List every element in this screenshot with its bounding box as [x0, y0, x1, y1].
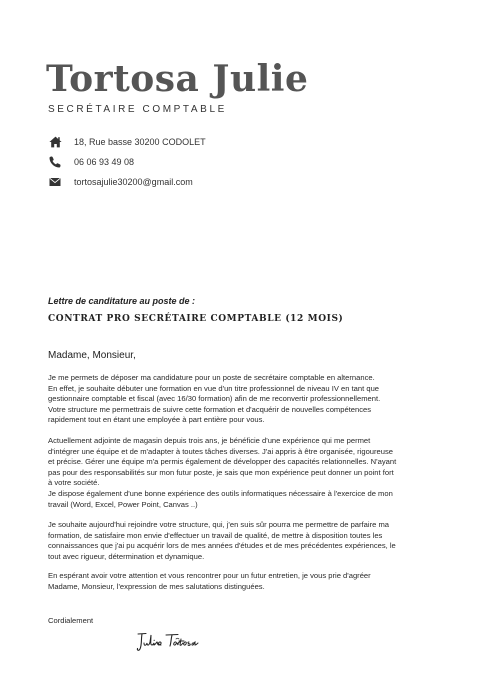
- paragraph-line: formation, de satisfaire mon envie d'effectuer un travail de qualité, de mettre à disposition toutes les: [48, 530, 383, 540]
- paragraph-4: [48, 571, 444, 592]
- paragraph-line: Actuellement adjointe de magasin depuis trois ans, je bénéficie d'une expérience qui me permet: [48, 436, 371, 445]
- paragraph-line: Je souhaite aujourd'hui rejoindre votre structure, qui, j'en suis sûr pourra me permettre de parfaire ma: [48, 520, 389, 529]
- paragraph-line: Madame, Monsieur, l'expression de mes salutations distinguées.: [48, 581, 265, 591]
- paragraph-3: [48, 520, 444, 562]
- paragraph-line: d'intégrer une équipe et de m'adapter à toutes tâches diverses. J'ai appris à être organisée, rigoureuse: [48, 446, 394, 456]
- paragraph-line: Je dispose également d'une bonne expérience des outils informatiques nécessaire à l'exercice de mon: [48, 488, 393, 498]
- mail-icon: [48, 176, 62, 188]
- paragraph-line: Je me permets de déposer ma candidature pour un poste de secrétaire comptable en alternance.: [48, 373, 375, 382]
- signature: [136, 630, 210, 656]
- phone-icon: [48, 156, 62, 168]
- salutation: Madame, Monsieur,: [48, 350, 136, 361]
- job-title: SECRÉTAIRE COMPTABLE: [48, 104, 227, 115]
- position-title: CONTRAT PRO SECRÉTAIRE COMPTABLE (12 MOIS): [48, 314, 344, 324]
- paragraph-2: [48, 436, 444, 510]
- applicant-name: Tortosa Julie: [46, 58, 309, 100]
- paragraph-line: tout avec rigueur, détermination et dynamique.: [48, 551, 205, 561]
- paragraph-line: En effet, je souhaite débuter une formation en vue d'un titre professionnel de niveau IV en tant que: [48, 383, 380, 393]
- address-text: 18, Rue basse 30200 CODOLET: [74, 137, 206, 147]
- phone-text: 06 06 93 49 08: [74, 157, 135, 167]
- email-text: tortosajulie30200@gmail.com: [74, 177, 193, 187]
- letter-intro: Lettre de canditature au poste de :: [48, 296, 196, 306]
- paragraph-line: gestionnaire comptable et fiscal (avec 16/30 formation) afin de me reconvertir professionnellement.: [48, 394, 381, 404]
- paragraph-line: pas pour des responsabilités sur mon futur poste, je sais que mon expérience peut donner un point fort: [48, 467, 394, 477]
- closing: Cordialement: [48, 616, 94, 625]
- paragraph-line: connaissances que j'ai pu acquérir lors de mes années d'études et de mes précédentes expériences, le: [48, 541, 396, 551]
- paragraph-line: à votre société.: [48, 478, 100, 488]
- home-icon: [48, 136, 62, 148]
- paragraph-line: travail (Word, Excel, Power Point, Canvas ..): [48, 499, 198, 509]
- paragraph-line: et précise. Gérer une équipe m'a permis également de développer des capacités relationnelles. N'ayant: [48, 457, 397, 467]
- contact-email: [48, 175, 193, 189]
- paragraph-line: Votre structure me permettrais de suivre cette formation et d'acquérir de nouvelles compétences: [48, 404, 372, 414]
- paragraph-line: rapidement tout en étant une employée à part entière pour vous.: [48, 415, 265, 425]
- contact-phone: [48, 155, 134, 169]
- paragraph-line: En espérant avoir votre attention et vous rencontrer pour un futur entretien, je vous prie d'agréer: [48, 571, 371, 580]
- paragraph-1: [48, 373, 444, 426]
- contact-address: [48, 135, 206, 149]
